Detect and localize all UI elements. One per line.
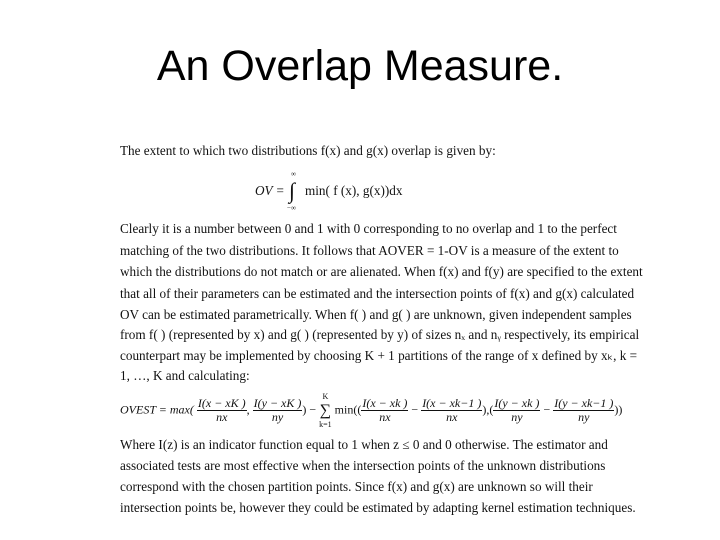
ovest-lhs: OVEST = max(: [120, 402, 194, 417]
sum-upper: K: [322, 392, 329, 401]
frac-num: I(x − xk ): [362, 396, 408, 410]
paragraph-line: matching of the two distributions. It follows that AOVER = 1-OV is a measure of the extent to: [120, 243, 619, 258]
formula-end: )): [614, 402, 623, 417]
paragraph-line: that all of their parameters can be estimated and the intersection points of f(x) and g(x) calculated: [120, 286, 635, 301]
formula-min: min((: [334, 402, 362, 417]
formula-lhs: OV =: [255, 183, 285, 198]
sum-sign: ∑: [319, 402, 332, 419]
frac-den: nx: [216, 410, 228, 424]
frac-num: I(y − xk−1 ): [554, 396, 614, 410]
frac-den: ny: [578, 410, 590, 424]
paragraph-line: intersection points be, however they could be estimated by adapting kernel estimation techniques.: [120, 500, 636, 515]
frac-den: ny: [271, 410, 284, 424]
formula-minus: ) −: [302, 402, 320, 417]
formula-body: min( f (x), g(x))dx: [305, 183, 403, 198]
integral-upper: ∞: [291, 170, 296, 178]
intro-text: The extent to which two distributions f(x) and g(x) overlap is given by:: [120, 143, 496, 158]
integral-sign: ∫: [289, 178, 296, 203]
paragraph-line: from f( ) (represented by x) and g( ) (represented by y) of sizes nₓ and nᵧ respectively, its empirical: [120, 327, 640, 342]
frac-num: I(x − xk−1 ): [422, 396, 482, 410]
frac-den: ny: [511, 410, 523, 424]
frac-num: I(y − xK ): [253, 396, 302, 410]
ovest-formula: OVEST = max( $\frac{I(x - xK )}{nx}$ , $\frac{I(y - xK )}{ny}$ ) − K ∑ k=1 min(( $\frac{I(x - xk )}{nx}$ − $\frac{I(x - xk-1 )}{nx}$ ),( $\frac{I(y - xk )}{ny}$ − $\frac{I(y - xk-1 )}{ny}$ )): [120, 392, 623, 429]
paragraph-line: Clearly it is a number between 0 and 1 with 0 corresponding to no overlap and 1 to the perfect: [120, 221, 617, 236]
frac-num: I(y − xk ): [494, 396, 540, 410]
frac-num: I(x − xK ): [197, 396, 246, 410]
sum-lower: k=1: [319, 420, 332, 429]
paragraph-line: Where I(z) is an indicator function equal to 1 when z ≤ 0 and 0 otherwise. The estimator and: [120, 437, 608, 452]
paragraph-line: counterpart may be implemented by choosing K + 1 partitions of the range of x defined by xₖ, k =: [120, 348, 638, 363]
overlap-formula: [255, 170, 455, 212]
formula-sep: ),(: [482, 402, 494, 417]
paragraph-line: correspond with the chosen partition points. Since f(x) and g(x) are unknown so will their: [120, 479, 593, 494]
slide-title: An Overlap Measure.: [156, 42, 564, 90]
paragraph-line: OV can be estimated parametrically. When f( ) and g( ) are unknown, given independent samples: [120, 307, 632, 322]
paragraph-line: 1, …, K and calculating:: [120, 368, 250, 383]
frac-den: nx: [446, 410, 458, 424]
paragraph-line: which the distributions do not match or are alienated. When f(x) and f(y) are specified to the extent: [120, 264, 643, 279]
integral-lower: −∞: [287, 204, 296, 212]
frac-den: nx: [379, 410, 391, 424]
paragraph-line: associated tests are most effective when the intersection points of the unknown distributions: [120, 458, 606, 473]
